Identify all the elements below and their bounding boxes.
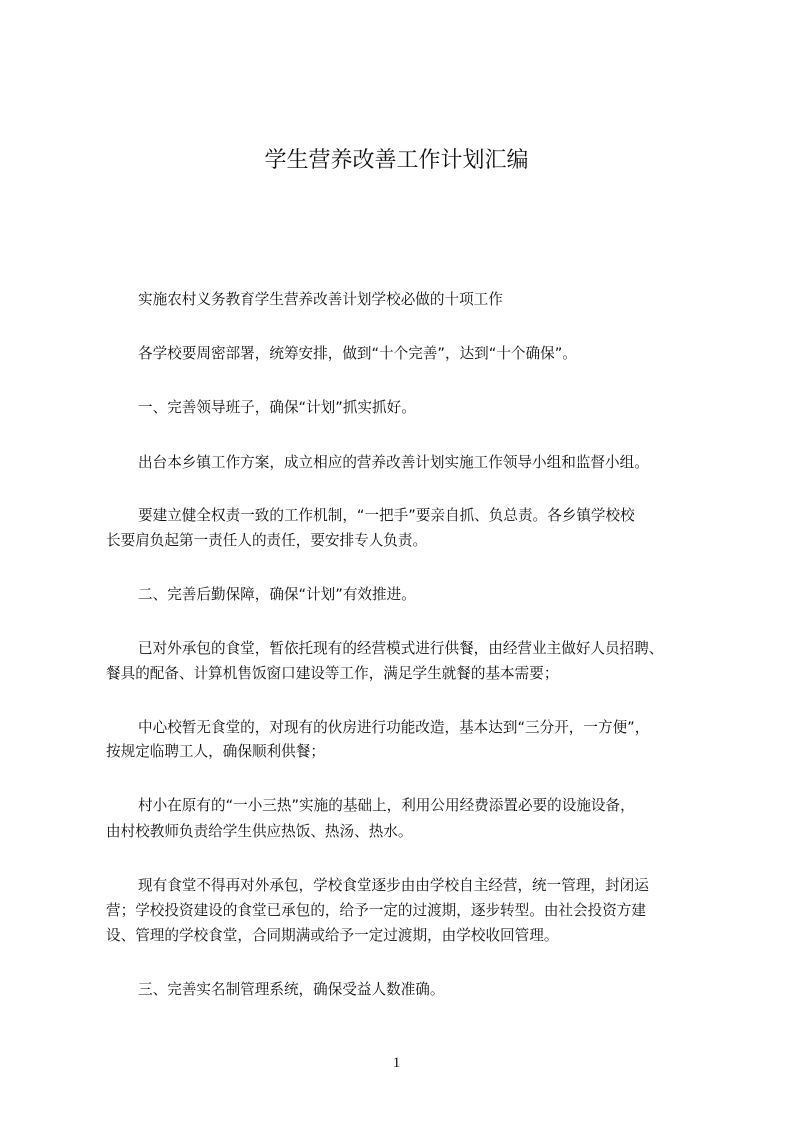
section-heading: 三、完善实名制管理系统，确保受益人数准确。 [138, 981, 445, 998]
paragraph-line: 长要肩负起第一责任人的责任，要安排专人负责。 [106, 532, 428, 549]
paragraph-line: 现有食堂不得再对外承包，学校食堂逐步由由学校自主经营，统一管理，封闭运 [138, 877, 649, 894]
paragraph-line: 各学校要周密部署，统筹安排，做到“十个完善”，达到“十个确保”。 [138, 345, 577, 362]
paragraph-line: 已对外承包的食堂，暂依托现有的经营模式进行供餐，由经营业主做好人员招聘、 [138, 640, 664, 657]
paragraph-line: 按规定临聘工人，确保顺利供餐； [106, 743, 325, 760]
section-heading: 一、完善领导班子，确保“计划”抓实抓好。 [138, 399, 416, 416]
paragraph-line: 实施农村义务教育学生营养改善计划学校必做的十项工作 [138, 291, 503, 308]
paragraph-line: 出台本乡镇工作方案，成立相应的营养改善计划实施工作领导小组和监督小组。 [138, 454, 649, 471]
paragraph-line: 设、管理的学校食堂，合同期满或给予一定过渡期，由学校收回管理。 [106, 927, 559, 944]
paragraph-line: 中心校暂无食堂的，对现有的伙房进行功能改造，基本达到“三分开，一方便”， [138, 719, 650, 736]
paragraph-line: 要建立健全权责一致的工作机制，“一把手”要亲自抓、负总责。各乡镇学校校 [138, 507, 635, 524]
paragraph-line: 由村校教师负责给学生供应热饭、热汤、热水。 [106, 823, 413, 840]
page-number: 1 [392, 1055, 401, 1071]
paragraph-line: 餐具的配备、计算机售饭窗口建设等工作，满足学生就餐的基本需要； [106, 665, 559, 682]
paragraph-line: 营；学校投资建设的食堂已承包的，给予一定的过渡期，逐步转型。由社会投资方建 [106, 902, 646, 919]
paragraph-line: 村小在原有的“一小三热”实施的基础上，利用公用经费添置必要的设施设备， [138, 797, 635, 814]
document-title: 学生营养改善工作计划汇编 [264, 148, 529, 173]
section-heading: 二、完善后勤保障，确保“计划”有效推进。 [138, 586, 416, 603]
